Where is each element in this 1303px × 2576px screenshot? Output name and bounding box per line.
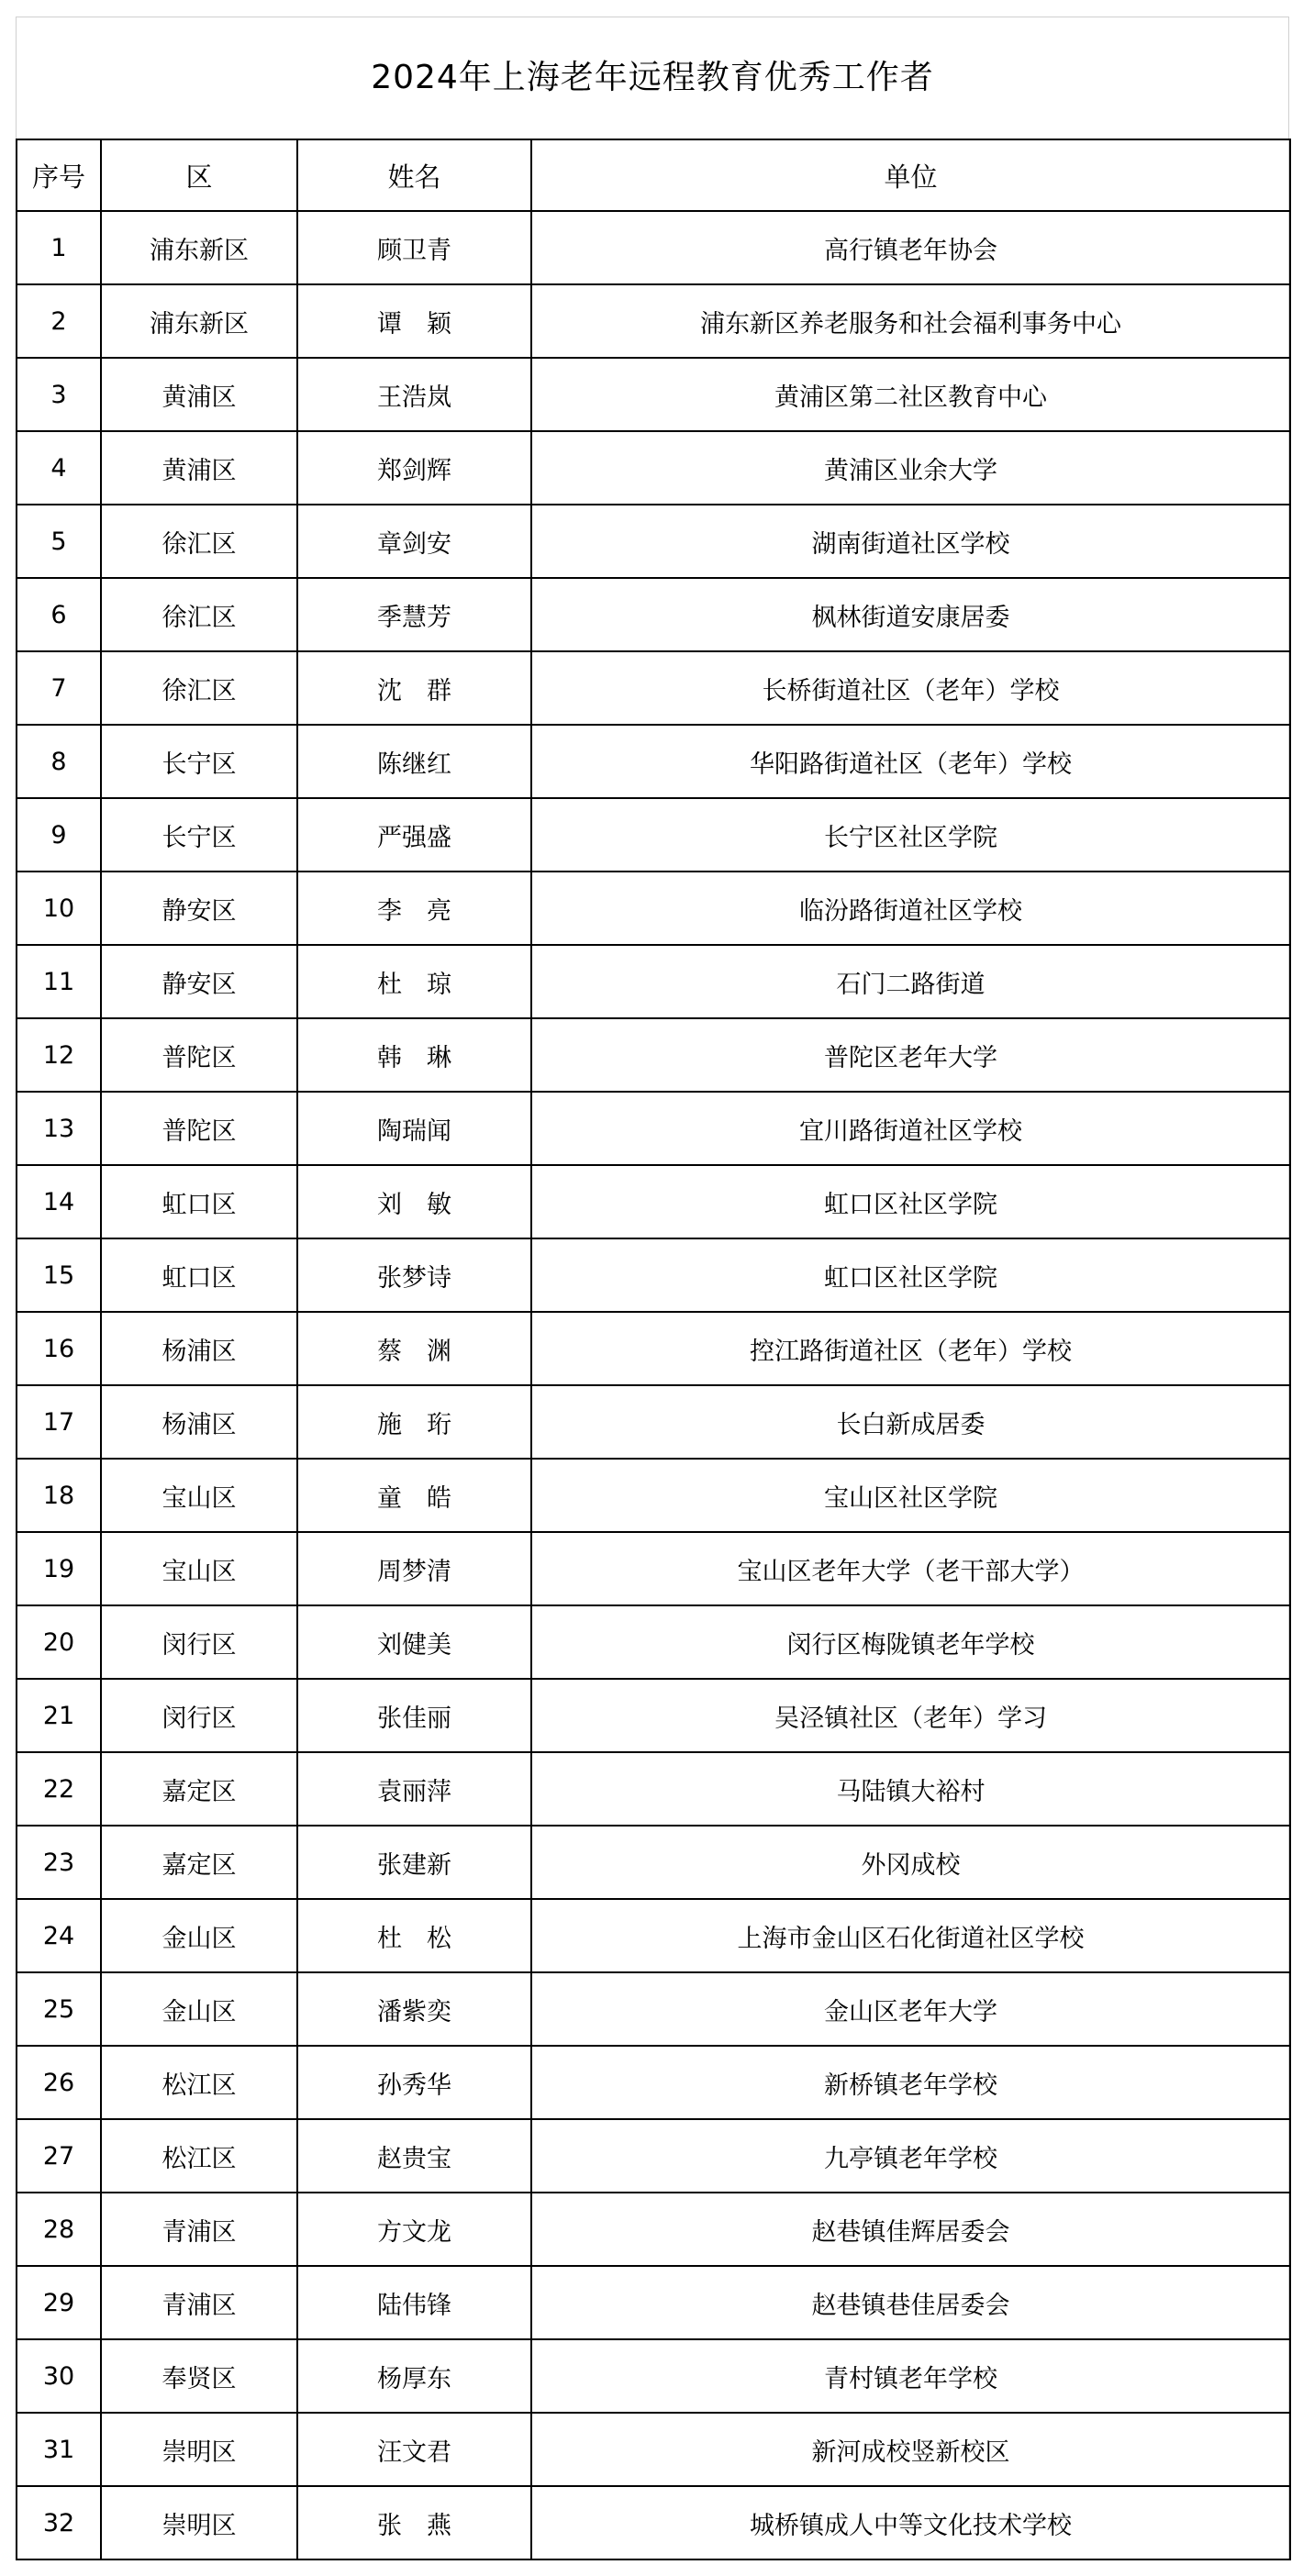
cell-district: 黄浦区 — [101, 358, 297, 431]
cell-district: 长宁区 — [101, 725, 297, 798]
cell-unit: 湖南街道社区学校 — [531, 505, 1290, 578]
table-row — [17, 1092, 1290, 1165]
cell-name: 汪文君 — [297, 2413, 531, 2486]
cell-seq: 6 — [17, 578, 101, 651]
cell-seq: 13 — [17, 1092, 101, 1165]
cell-unit: 赵巷镇巷佳居委会 — [531, 2266, 1290, 2339]
cell-unit: 长宁区社区学院 — [531, 798, 1290, 872]
table-row — [17, 1238, 1290, 1312]
cell-district: 徐汇区 — [101, 505, 297, 578]
cell-district: 黄浦区 — [101, 431, 297, 505]
cell-unit: 临汾路街道社区学校 — [531, 872, 1290, 945]
cell-unit: 上海市金山区石化街道社区学校 — [531, 1899, 1290, 1972]
cell-name: 王浩岚 — [297, 358, 531, 431]
cell-seq: 3 — [17, 358, 101, 431]
cell-name: 童 皓 — [297, 1459, 531, 1532]
cell-unit: 黄浦区业余大学 — [531, 431, 1290, 505]
cell-unit: 高行镇老年协会 — [531, 211, 1290, 284]
table-row — [17, 1972, 1290, 2046]
cell-name: 韩 琳 — [297, 1018, 531, 1092]
cell-unit: 闵行区梅陇镇老年学校 — [531, 1605, 1290, 1679]
table-header — [17, 139, 1290, 211]
cell-district: 闵行区 — [101, 1605, 297, 1679]
cell-unit: 新桥镇老年学校 — [531, 2046, 1290, 2119]
cell-district: 普陀区 — [101, 1092, 297, 1165]
table-body — [17, 211, 1290, 2559]
table-row — [17, 872, 1290, 945]
cell-name: 严强盛 — [297, 798, 531, 872]
cell-name: 杨厚东 — [297, 2339, 531, 2413]
cell-name: 李 亮 — [297, 872, 531, 945]
cell-unit: 青村镇老年学校 — [531, 2339, 1290, 2413]
cell-seq: 28 — [17, 2193, 101, 2266]
cell-name: 施 珩 — [297, 1385, 531, 1459]
cell-unit: 新河成校竖新校区 — [531, 2413, 1290, 2486]
cell-name: 郑剑辉 — [297, 431, 531, 505]
table-row — [17, 284, 1290, 358]
table-row — [17, 505, 1290, 578]
table-row — [17, 725, 1290, 798]
cell-unit: 宝山区社区学院 — [531, 1459, 1290, 1532]
cell-seq: 32 — [17, 2486, 101, 2559]
cell-seq: 8 — [17, 725, 101, 798]
cell-district: 浦东新区 — [101, 211, 297, 284]
cell-seq: 5 — [17, 505, 101, 578]
cell-name: 沈 群 — [297, 651, 531, 725]
cell-district: 徐汇区 — [101, 651, 297, 725]
cell-seq: 9 — [17, 798, 101, 872]
cell-seq: 17 — [17, 1385, 101, 1459]
cell-district: 浦东新区 — [101, 284, 297, 358]
cell-district: 虹口区 — [101, 1165, 297, 1238]
cell-name: 刘健美 — [297, 1605, 531, 1679]
cell-name: 蔡 渊 — [297, 1312, 531, 1385]
cell-district: 金山区 — [101, 1972, 297, 2046]
cell-seq: 10 — [17, 872, 101, 945]
cell-seq: 14 — [17, 1165, 101, 1238]
table-row — [17, 798, 1290, 872]
cell-unit: 金山区老年大学 — [531, 1972, 1290, 2046]
cell-unit: 吴泾镇社区（老年）学习 — [531, 1679, 1290, 1752]
cell-seq: 24 — [17, 1899, 101, 1972]
cell-district: 奉贤区 — [101, 2339, 297, 2413]
cell-name: 张梦诗 — [297, 1238, 531, 1312]
cell-unit: 枫林街道安康居委 — [531, 578, 1290, 651]
cell-unit: 黄浦区第二社区教育中心 — [531, 358, 1290, 431]
cell-district: 杨浦区 — [101, 1312, 297, 1385]
cell-seq: 30 — [17, 2339, 101, 2413]
table-row — [17, 1165, 1290, 1238]
cell-name: 袁丽萍 — [297, 1752, 531, 1826]
cell-name: 周梦清 — [297, 1532, 531, 1605]
table-row — [17, 1459, 1290, 1532]
cell-seq: 16 — [17, 1312, 101, 1385]
cell-seq: 11 — [17, 945, 101, 1018]
cell-seq: 31 — [17, 2413, 101, 2486]
cell-district: 青浦区 — [101, 2266, 297, 2339]
cell-district: 普陀区 — [101, 1018, 297, 1092]
cell-seq: 25 — [17, 1972, 101, 2046]
cell-name: 潘紫奕 — [297, 1972, 531, 2046]
table-row — [17, 1605, 1290, 1679]
table-row — [17, 358, 1290, 431]
cell-name: 张 燕 — [297, 2486, 531, 2559]
cell-seq: 23 — [17, 1826, 101, 1899]
table-row — [17, 945, 1290, 1018]
cell-name: 孙秀华 — [297, 2046, 531, 2119]
table-row — [17, 2266, 1290, 2339]
cell-seq: 2 — [17, 284, 101, 358]
table-row — [17, 1018, 1290, 1092]
cell-district: 静安区 — [101, 872, 297, 945]
cell-district: 虹口区 — [101, 1238, 297, 1312]
cell-unit: 长桥街道社区（老年）学校 — [531, 651, 1290, 725]
cell-unit: 虹口区社区学院 — [531, 1165, 1290, 1238]
table-row — [17, 2119, 1290, 2193]
table-row — [17, 211, 1290, 284]
table-row — [17, 431, 1290, 505]
table-row — [17, 1899, 1290, 1972]
cell-district: 松江区 — [101, 2119, 297, 2193]
page-title: 2024年上海老年远程教育优秀工作者 — [371, 59, 934, 96]
cell-seq: 20 — [17, 1605, 101, 1679]
cell-district: 崇明区 — [101, 2486, 297, 2559]
cell-unit: 长白新成居委 — [531, 1385, 1290, 1459]
cell-name: 刘 敏 — [297, 1165, 531, 1238]
table-row — [17, 1752, 1290, 1826]
cell-seq: 26 — [17, 2046, 101, 2119]
cell-district: 松江区 — [101, 2046, 297, 2119]
document-sheet — [16, 17, 1289, 2559]
cell-seq: 15 — [17, 1238, 101, 1312]
table-row — [17, 1826, 1290, 1899]
cell-seq: 7 — [17, 651, 101, 725]
cell-name: 杜 松 — [297, 1899, 531, 1972]
cell-unit: 赵巷镇佳辉居委会 — [531, 2193, 1290, 2266]
table-row — [17, 578, 1290, 651]
cell-seq: 21 — [17, 1679, 101, 1752]
cell-seq: 27 — [17, 2119, 101, 2193]
table-row — [17, 1532, 1290, 1605]
cell-unit: 控江路街道社区（老年）学校 — [531, 1312, 1290, 1385]
cell-seq: 1 — [17, 211, 101, 284]
cell-unit: 石门二路街道 — [531, 945, 1290, 1018]
table-row — [17, 2339, 1290, 2413]
table-row — [17, 2193, 1290, 2266]
cell-district: 嘉定区 — [101, 1752, 297, 1826]
cell-unit: 普陀区老年大学 — [531, 1018, 1290, 1092]
table-row — [17, 651, 1290, 725]
header-district: 区 — [101, 139, 297, 211]
cell-district: 崇明区 — [101, 2413, 297, 2486]
cell-name: 杜 琼 — [297, 945, 531, 1018]
cell-seq: 29 — [17, 2266, 101, 2339]
table-row — [17, 2486, 1290, 2559]
header-unit: 单位 — [531, 139, 1290, 211]
cell-name: 顾卫青 — [297, 211, 531, 284]
cell-name: 章剑安 — [297, 505, 531, 578]
cell-district: 金山区 — [101, 1899, 297, 1972]
cell-district: 长宁区 — [101, 798, 297, 872]
cell-seq: 19 — [17, 1532, 101, 1605]
header-seq: 序号 — [17, 139, 101, 211]
cell-district: 徐汇区 — [101, 578, 297, 651]
cell-name: 陶瑞闻 — [297, 1092, 531, 1165]
cell-seq: 22 — [17, 1752, 101, 1826]
cell-district: 宝山区 — [101, 1459, 297, 1532]
cell-district: 杨浦区 — [101, 1385, 297, 1459]
cell-unit: 华阳路街道社区（老年）学校 — [531, 725, 1290, 798]
cell-district: 静安区 — [101, 945, 297, 1018]
table-row — [17, 2046, 1290, 2119]
cell-name: 陈继红 — [297, 725, 531, 798]
cell-name: 赵贵宝 — [297, 2119, 531, 2193]
cell-district: 青浦区 — [101, 2193, 297, 2266]
cell-name: 陆伟锋 — [297, 2266, 531, 2339]
cell-name: 张佳丽 — [297, 1679, 531, 1752]
cell-unit: 外冈成校 — [531, 1826, 1290, 1899]
header-name: 姓名 — [297, 139, 531, 211]
cell-unit: 城桥镇成人中等文化技术学校 — [531, 2486, 1290, 2559]
cell-name: 季慧芳 — [297, 578, 531, 651]
table-row — [17, 1385, 1290, 1459]
cell-unit: 浦东新区养老服务和社会福利事务中心 — [531, 284, 1290, 358]
table-row — [17, 2413, 1290, 2486]
cell-unit: 九亭镇老年学校 — [531, 2119, 1290, 2193]
cell-name: 方文龙 — [297, 2193, 531, 2266]
cell-district: 嘉定区 — [101, 1826, 297, 1899]
cell-seq: 4 — [17, 431, 101, 505]
cell-unit: 宜川路街道社区学校 — [531, 1092, 1290, 1165]
cell-name: 张建新 — [297, 1826, 531, 1899]
header-row — [17, 139, 1290, 211]
table-row — [17, 1679, 1290, 1752]
cell-unit: 虹口区社区学院 — [531, 1238, 1290, 1312]
cell-district: 闵行区 — [101, 1679, 297, 1752]
cell-seq: 12 — [17, 1018, 101, 1092]
cell-unit: 宝山区老年大学（老干部大学） — [531, 1532, 1290, 1605]
roster-table — [16, 139, 1291, 2560]
table-row — [17, 1312, 1290, 1385]
cell-district: 宝山区 — [101, 1532, 297, 1605]
cell-name: 谭 颖 — [297, 284, 531, 358]
cell-seq: 18 — [17, 1459, 101, 1532]
cell-unit: 马陆镇大裕村 — [531, 1752, 1290, 1826]
